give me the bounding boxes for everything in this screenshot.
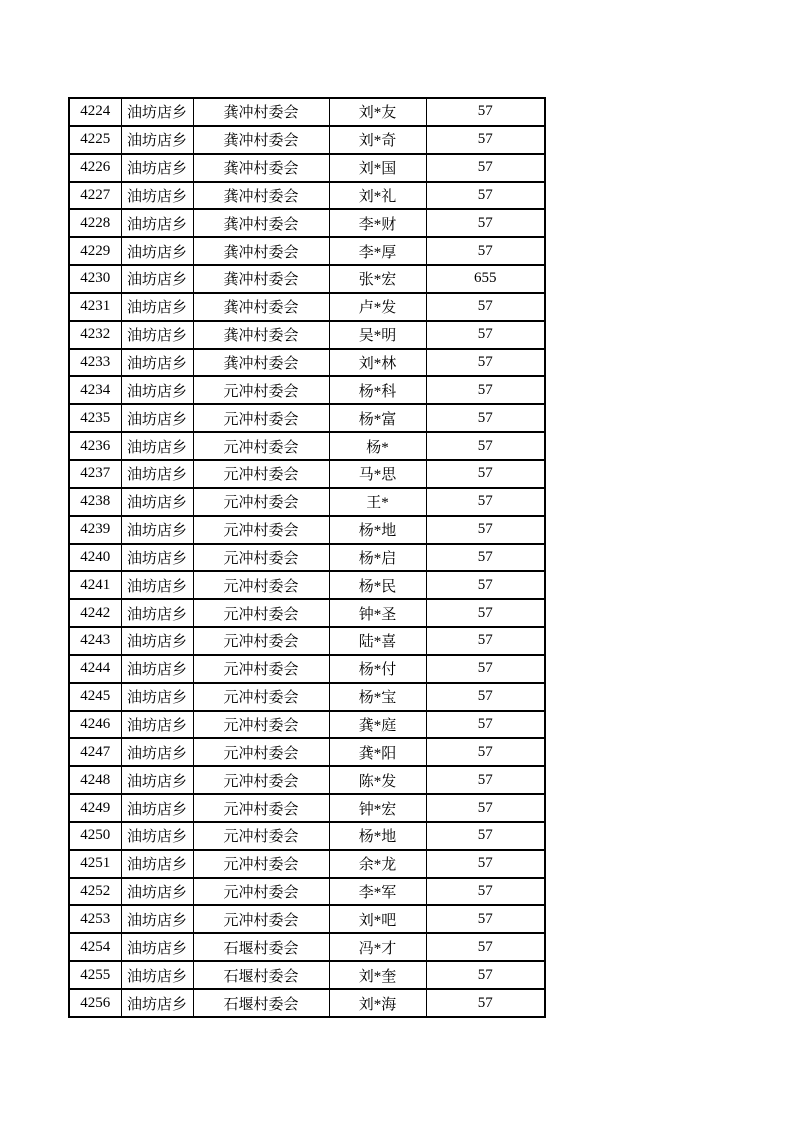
cell-township: 油坊店乡 [121, 738, 193, 766]
cell-row-number: 4228 [69, 209, 121, 237]
cell-township: 油坊店乡 [121, 905, 193, 933]
table-row [69, 738, 545, 766]
cell-person-name: 王* [329, 488, 426, 516]
cell-row-number: 4237 [69, 460, 121, 488]
cell-amount: 57 [426, 98, 545, 126]
cell-row-number: 4246 [69, 711, 121, 739]
table-row [69, 321, 545, 349]
cell-amount: 57 [426, 293, 545, 321]
cell-village-committee: 元冲村委会 [193, 432, 329, 460]
cell-person-name: 杨*启 [329, 544, 426, 572]
cell-person-name: 刘*礼 [329, 182, 426, 210]
cell-person-name: 卢*发 [329, 293, 426, 321]
cell-village-committee: 元冲村委会 [193, 878, 329, 906]
cell-township: 油坊店乡 [121, 460, 193, 488]
cell-township: 油坊店乡 [121, 627, 193, 655]
cell-village-committee: 龚冲村委会 [193, 126, 329, 154]
cell-village-committee: 元冲村委会 [193, 376, 329, 404]
cell-amount: 57 [426, 905, 545, 933]
cell-township: 油坊店乡 [121, 98, 193, 126]
cell-amount: 57 [426, 126, 545, 154]
cell-amount: 57 [426, 850, 545, 878]
cell-row-number: 4225 [69, 126, 121, 154]
table-row [69, 432, 545, 460]
cell-row-number: 4252 [69, 878, 121, 906]
table-row [69, 822, 545, 850]
cell-person-name: 杨* [329, 432, 426, 460]
cell-village-committee: 龚冲村委会 [193, 182, 329, 210]
cell-amount: 57 [426, 683, 545, 711]
cell-village-committee: 龚冲村委会 [193, 293, 329, 321]
cell-person-name: 杨*地 [329, 516, 426, 544]
cell-person-name: 钟*圣 [329, 599, 426, 627]
cell-amount: 57 [426, 488, 545, 516]
table-row [69, 293, 545, 321]
cell-village-committee: 龚冲村委会 [193, 321, 329, 349]
cell-village-committee: 元冲村委会 [193, 822, 329, 850]
cell-village-committee: 龚冲村委会 [193, 98, 329, 126]
cell-person-name: 杨*地 [329, 822, 426, 850]
cell-amount: 57 [426, 376, 545, 404]
cell-township: 油坊店乡 [121, 571, 193, 599]
table-row [69, 209, 545, 237]
cell-person-name: 陆*喜 [329, 627, 426, 655]
cell-amount: 57 [426, 544, 545, 572]
cell-amount: 57 [426, 766, 545, 794]
cell-person-name: 龚*阳 [329, 738, 426, 766]
cell-person-name: 马*思 [329, 460, 426, 488]
cell-township: 油坊店乡 [121, 432, 193, 460]
cell-row-number: 4242 [69, 599, 121, 627]
cell-village-committee: 元冲村委会 [193, 516, 329, 544]
cell-row-number: 4224 [69, 98, 121, 126]
cell-amount: 57 [426, 989, 545, 1017]
table-row [69, 711, 545, 739]
table-row [69, 627, 545, 655]
cell-village-committee: 元冲村委会 [193, 599, 329, 627]
cell-township: 油坊店乡 [121, 237, 193, 265]
cell-row-number: 4240 [69, 544, 121, 572]
cell-amount: 57 [426, 154, 545, 182]
cell-row-number: 4233 [69, 349, 121, 377]
cell-person-name: 李*财 [329, 209, 426, 237]
cell-township: 油坊店乡 [121, 794, 193, 822]
cell-amount: 57 [426, 237, 545, 265]
cell-township: 油坊店乡 [121, 293, 193, 321]
cell-amount: 57 [426, 961, 545, 989]
cell-village-committee: 龚冲村委会 [193, 154, 329, 182]
cell-village-committee: 龚冲村委会 [193, 265, 329, 293]
cell-township: 油坊店乡 [121, 488, 193, 516]
cell-row-number: 4244 [69, 655, 121, 683]
table-row [69, 376, 545, 404]
cell-person-name: 龚*庭 [329, 711, 426, 739]
cell-village-committee: 元冲村委会 [193, 488, 329, 516]
cell-township: 油坊店乡 [121, 182, 193, 210]
cell-village-committee: 元冲村委会 [193, 571, 329, 599]
cell-person-name: 杨*民 [329, 571, 426, 599]
cell-person-name: 刘*国 [329, 154, 426, 182]
cell-village-committee: 石堰村委会 [193, 989, 329, 1017]
cell-person-name: 杨*宝 [329, 683, 426, 711]
cell-village-committee: 元冲村委会 [193, 711, 329, 739]
cell-village-committee: 元冲村委会 [193, 683, 329, 711]
cell-amount: 57 [426, 571, 545, 599]
cell-amount: 57 [426, 711, 545, 739]
cell-township: 油坊店乡 [121, 961, 193, 989]
cell-row-number: 4235 [69, 404, 121, 432]
cell-row-number: 4232 [69, 321, 121, 349]
cell-amount: 57 [426, 321, 545, 349]
table-row [69, 599, 545, 627]
table-row [69, 182, 545, 210]
cell-township: 油坊店乡 [121, 516, 193, 544]
cell-person-name: 刘*海 [329, 989, 426, 1017]
cell-township: 油坊店乡 [121, 878, 193, 906]
cell-row-number: 4230 [69, 265, 121, 293]
cell-amount: 57 [426, 878, 545, 906]
cell-person-name: 李*军 [329, 878, 426, 906]
cell-person-name: 余*龙 [329, 850, 426, 878]
cell-row-number: 4229 [69, 237, 121, 265]
cell-township: 油坊店乡 [121, 711, 193, 739]
cell-amount: 57 [426, 738, 545, 766]
cell-village-committee: 龚冲村委会 [193, 209, 329, 237]
cell-township: 油坊店乡 [121, 321, 193, 349]
cell-amount: 57 [426, 182, 545, 210]
cell-person-name: 刘*吧 [329, 905, 426, 933]
table-row [69, 460, 545, 488]
cell-township: 油坊店乡 [121, 989, 193, 1017]
table-row [69, 349, 545, 377]
records-table-body [69, 98, 545, 1017]
cell-township: 油坊店乡 [121, 822, 193, 850]
cell-row-number: 4239 [69, 516, 121, 544]
table-row [69, 488, 545, 516]
cell-township: 油坊店乡 [121, 655, 193, 683]
table-row [69, 404, 545, 432]
cell-person-name: 冯*才 [329, 933, 426, 961]
cell-row-number: 4236 [69, 432, 121, 460]
cell-row-number: 4253 [69, 905, 121, 933]
cell-township: 油坊店乡 [121, 544, 193, 572]
cell-amount: 57 [426, 794, 545, 822]
cell-row-number: 4255 [69, 961, 121, 989]
cell-row-number: 4226 [69, 154, 121, 182]
cell-row-number: 4256 [69, 989, 121, 1017]
cell-amount: 57 [426, 516, 545, 544]
cell-township: 油坊店乡 [121, 126, 193, 154]
cell-person-name: 陈*发 [329, 766, 426, 794]
cell-village-committee: 元冲村委会 [193, 655, 329, 683]
cell-township: 油坊店乡 [121, 850, 193, 878]
cell-row-number: 4251 [69, 850, 121, 878]
cell-township: 油坊店乡 [121, 376, 193, 404]
table-row [69, 571, 545, 599]
cell-amount: 57 [426, 209, 545, 237]
cell-person-name: 刘*友 [329, 98, 426, 126]
cell-row-number: 4248 [69, 766, 121, 794]
cell-township: 油坊店乡 [121, 349, 193, 377]
cell-row-number: 4234 [69, 376, 121, 404]
cell-township: 油坊店乡 [121, 154, 193, 182]
cell-amount: 57 [426, 627, 545, 655]
table-row [69, 905, 545, 933]
table-row [69, 265, 545, 293]
cell-row-number: 4250 [69, 822, 121, 850]
cell-amount: 57 [426, 404, 545, 432]
cell-person-name: 刘*奇 [329, 126, 426, 154]
table-row [69, 961, 545, 989]
cell-person-name: 刘*林 [329, 349, 426, 377]
records-table [68, 97, 546, 1018]
cell-row-number: 4231 [69, 293, 121, 321]
table-row [69, 933, 545, 961]
table-row [69, 154, 545, 182]
cell-amount: 57 [426, 599, 545, 627]
cell-amount: 57 [426, 432, 545, 460]
cell-row-number: 4245 [69, 683, 121, 711]
cell-village-committee: 龚冲村委会 [193, 349, 329, 377]
cell-person-name: 杨*付 [329, 655, 426, 683]
cell-person-name: 张*宏 [329, 265, 426, 293]
cell-township: 油坊店乡 [121, 766, 193, 794]
cell-village-committee: 元冲村委会 [193, 905, 329, 933]
cell-village-committee: 元冲村委会 [193, 766, 329, 794]
cell-village-committee: 元冲村委会 [193, 460, 329, 488]
cell-amount: 57 [426, 655, 545, 683]
cell-person-name: 杨*科 [329, 376, 426, 404]
cell-village-committee: 元冲村委会 [193, 850, 329, 878]
cell-township: 油坊店乡 [121, 209, 193, 237]
table-row [69, 655, 545, 683]
cell-amount: 57 [426, 933, 545, 961]
cell-person-name: 吴*明 [329, 321, 426, 349]
cell-township: 油坊店乡 [121, 404, 193, 432]
table-row [69, 989, 545, 1017]
cell-row-number: 4227 [69, 182, 121, 210]
table-row [69, 516, 545, 544]
cell-village-committee: 元冲村委会 [193, 794, 329, 822]
cell-township: 油坊店乡 [121, 933, 193, 961]
table-row [69, 878, 545, 906]
table-row [69, 98, 545, 126]
cell-amount: 57 [426, 460, 545, 488]
cell-row-number: 4247 [69, 738, 121, 766]
cell-person-name: 钟*宏 [329, 794, 426, 822]
table-row [69, 126, 545, 154]
cell-village-committee: 龚冲村委会 [193, 237, 329, 265]
cell-amount: 57 [426, 822, 545, 850]
cell-amount: 57 [426, 349, 545, 377]
cell-row-number: 4249 [69, 794, 121, 822]
cell-township: 油坊店乡 [121, 265, 193, 293]
cell-village-committee: 元冲村委会 [193, 627, 329, 655]
cell-person-name: 刘*奎 [329, 961, 426, 989]
cell-township: 油坊店乡 [121, 683, 193, 711]
cell-township: 油坊店乡 [121, 599, 193, 627]
cell-person-name: 李*厚 [329, 237, 426, 265]
table-row [69, 794, 545, 822]
cell-village-committee: 石堰村委会 [193, 961, 329, 989]
cell-person-name: 杨*富 [329, 404, 426, 432]
cell-amount: 655 [426, 265, 545, 293]
cell-row-number: 4238 [69, 488, 121, 516]
cell-row-number: 4254 [69, 933, 121, 961]
table-row [69, 237, 545, 265]
table-row [69, 683, 545, 711]
cell-village-committee: 元冲村委会 [193, 544, 329, 572]
cell-row-number: 4241 [69, 571, 121, 599]
cell-village-committee: 元冲村委会 [193, 738, 329, 766]
cell-village-committee: 石堰村委会 [193, 933, 329, 961]
cell-village-committee: 元冲村委会 [193, 404, 329, 432]
table-row [69, 766, 545, 794]
table-row [69, 544, 545, 572]
cell-row-number: 4243 [69, 627, 121, 655]
table-row [69, 850, 545, 878]
